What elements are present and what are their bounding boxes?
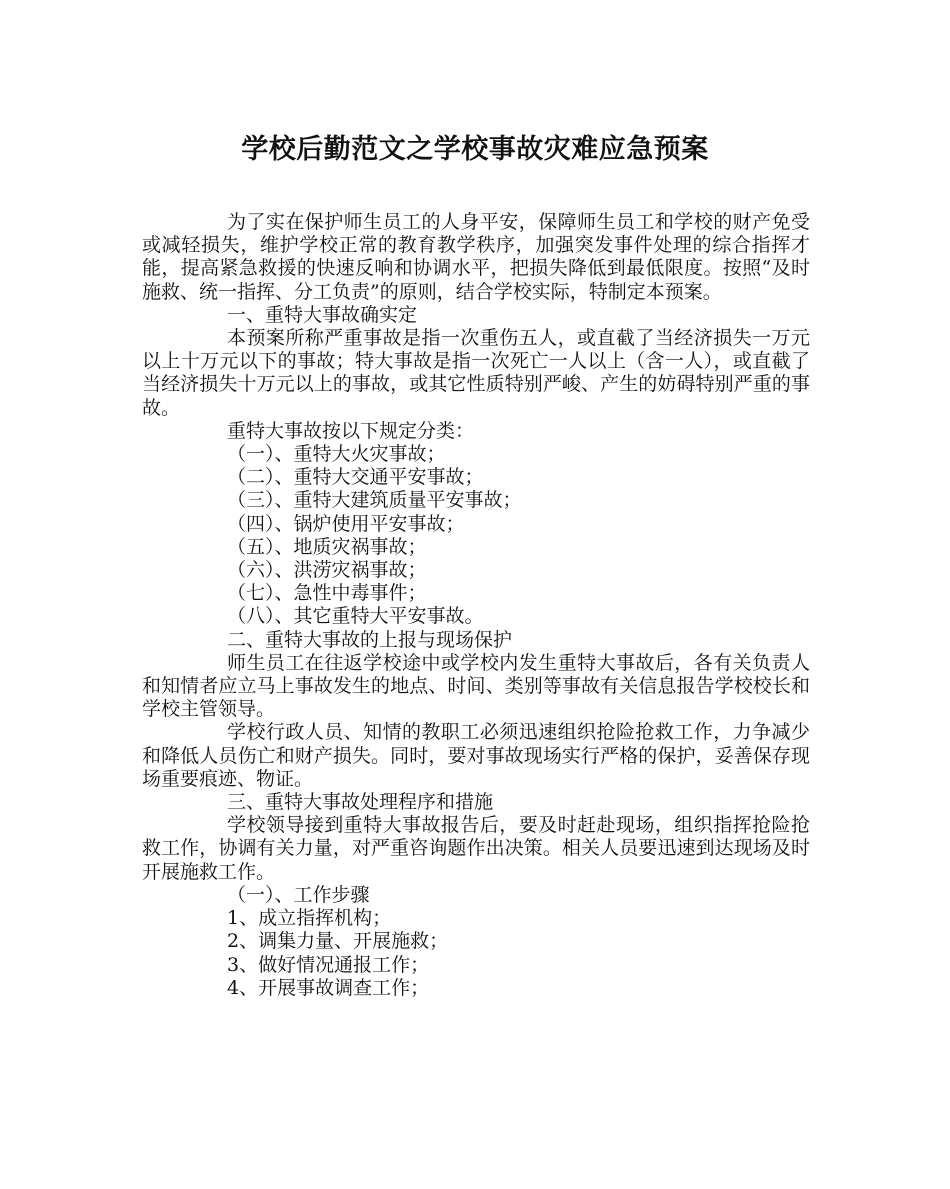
list-item-category-7: （七）、急性中毒事件； (227, 582, 427, 605)
paragraph-leadership-response: 学校领导接到重特大事故报告后，要及时赶赴现场，组织指挥抢险抢救工作，协调有关力量，对严重咨询题作出决策。相关人员要迅速到达现场及时开展施救工作。 (142, 814, 810, 883)
paragraph-definition: 本预案所称严重事故是指一次重伤五人，或直截了当经济损失一万元以上十万元以下的事故；特大事故是指一次死亡一人以上（含一人），或直截了当经济损失十万元以上的事故，或其它性质特别严峻、产生的妨碍特别严重的事故。 (142, 327, 810, 419)
list-item-category-4: （四）、锅炉使用平安事故； (227, 512, 465, 535)
list-item-step-1: 1、成立指挥机构； (227, 907, 392, 930)
list-item-step-3: 3、做好情况通报工作； (227, 953, 430, 976)
section-heading-3: 三、重特大事故处理程序和措施 (227, 791, 494, 814)
list-item-category-8: （八）、其它重特大平安事故。 (227, 605, 484, 628)
subsection-heading-steps: （一）、工作步骤 (227, 883, 370, 906)
list-item-category-5: （五）、地质灾祸事故； (227, 535, 427, 558)
paragraph-classification: 重特大事故按以下规定分类： (227, 419, 475, 442)
list-item-step-4: 4、开展事故调查工作； (227, 976, 430, 999)
list-item-category-2: （二）、重特大交通平安事故； (227, 466, 484, 489)
document-body (142, 211, 810, 1000)
section-heading-2: 二、重特大事故的上报与现场保护 (227, 628, 513, 651)
list-item-step-2: 2、调集力量、开展施救； (227, 930, 449, 953)
list-item-category-6: （六）、洪涝灾祸事故； (227, 559, 427, 582)
paragraph-reporting: 师生员工在往返学校途中或学校内发生重特大事故后，各有关负责人和知情者应立马上事故发生的地点、时间、类别等事故有关信息报告学校校长和学校主管领导。 (142, 651, 810, 721)
paragraph-intro: 为了实在保护师生员工的人身平安，保障师生员工和学校的财产免受或减轻损失，维护学校正常的教育教学秩序，加强突发事件处理的综合指挥才能，提高紧急救援的快速反响和协调水平，把损失降低到最低限度。按照“及时施救、统一指挥、分工负责”的原则，结合学校实际，特制定本预案。 (142, 211, 810, 303)
paragraph-site-protection: 学校行政人员、知情的教职工必须迅速组织抢险抢救工作，力争减少和降低人员伤亡和财产损失。同时，要对事故现场实行严格的保护，妥善保存现场重要痕迹、物证。 (142, 721, 810, 790)
document-title: 学校后勤范文之学校事故灾难应急预案 (241, 134, 709, 165)
section-heading-1: 一、重特大事故确实定 (227, 303, 418, 326)
list-item-category-3: （三）、重特大建筑质量平安事故； (227, 489, 522, 512)
list-item-category-1: （一）、重特大火灾事故； (227, 443, 446, 466)
